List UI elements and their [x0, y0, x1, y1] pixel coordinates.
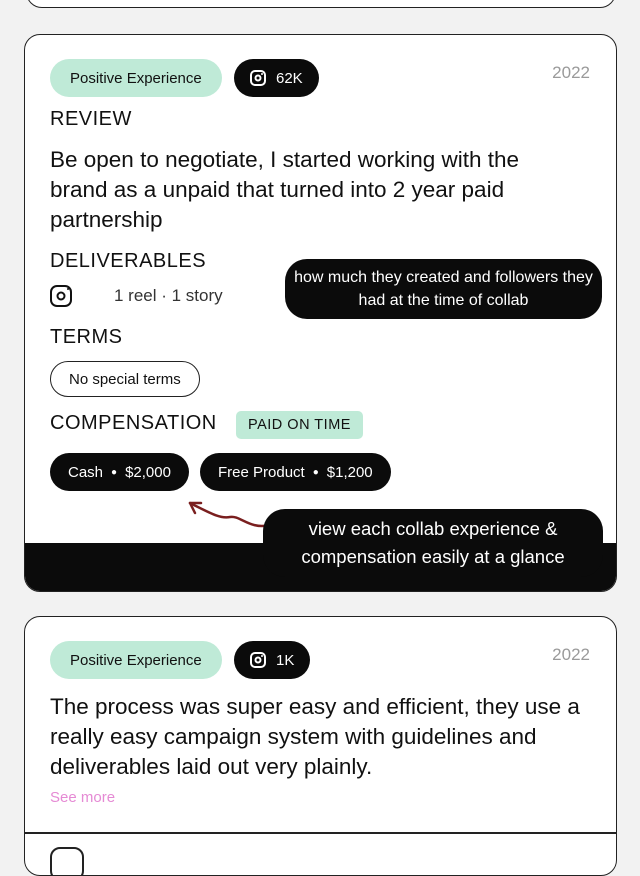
followers-annotation: how much they created and followers they had at the time of collab: [285, 259, 602, 319]
instagram-icon: [250, 652, 266, 668]
terms-heading: TERMS: [50, 326, 123, 348]
instagram-followers-badge: [234, 641, 310, 679]
compensation-type: Cash: [68, 463, 104, 481]
previous-card: [26, 0, 616, 8]
compensation-amount: $1,200: [326, 463, 373, 481]
divider: [25, 832, 617, 834]
year-label: 2022: [552, 645, 590, 664]
deliverables-text: 1 reel · 1 story: [114, 286, 223, 305]
review-text: The process was super easy and efficient, they use a really easy campaign system with guidelines and deliverables laid out very plainly.: [50, 694, 580, 779]
compensation-type: Free Product: [218, 463, 305, 481]
terms-text: No special terms: [69, 370, 181, 388]
collab-card[interactable]: [24, 34, 617, 592]
instagram-followers-badge: [234, 59, 319, 97]
paid-on-time-badge: PAID ON TIME: [236, 411, 363, 439]
arrow-curve-icon: [185, 495, 275, 535]
see-more-link[interactable]: See more: [50, 789, 116, 806]
compensation-product-pill: Free Product ● $1,200: [200, 453, 391, 491]
compensation-cash-pill: Cash ● $2,000: [50, 453, 189, 491]
experience-badge: [50, 59, 222, 97]
experience-label: Positive Experience: [70, 69, 202, 87]
followers-count: 62K: [276, 69, 303, 87]
deliverables-heading: DELIVERABLES: [50, 250, 207, 272]
experience-badge: [50, 641, 222, 679]
instagram-icon: [50, 285, 72, 307]
collab-card[interactable]: [24, 616, 617, 876]
deliverables-row: [50, 285, 223, 307]
compensation-heading: COMPENSATION: [50, 412, 217, 434]
review-text: Be open to negotiate, I started working with the brand as a unpaid that turned into 2 year paid partnership: [50, 147, 520, 232]
instagram-icon: [50, 847, 84, 876]
terms-pill: [50, 361, 200, 397]
followers-count: 1K: [276, 651, 295, 669]
year-label: 2022: [552, 63, 590, 82]
glance-annotation: view each collab experience & compensation easily at a glance: [263, 509, 603, 577]
experience-label: Positive Experience: [70, 651, 202, 669]
compensation-amount: $2,000: [125, 463, 171, 481]
review-heading: REVIEW: [50, 108, 132, 130]
instagram-icon: [250, 70, 266, 86]
